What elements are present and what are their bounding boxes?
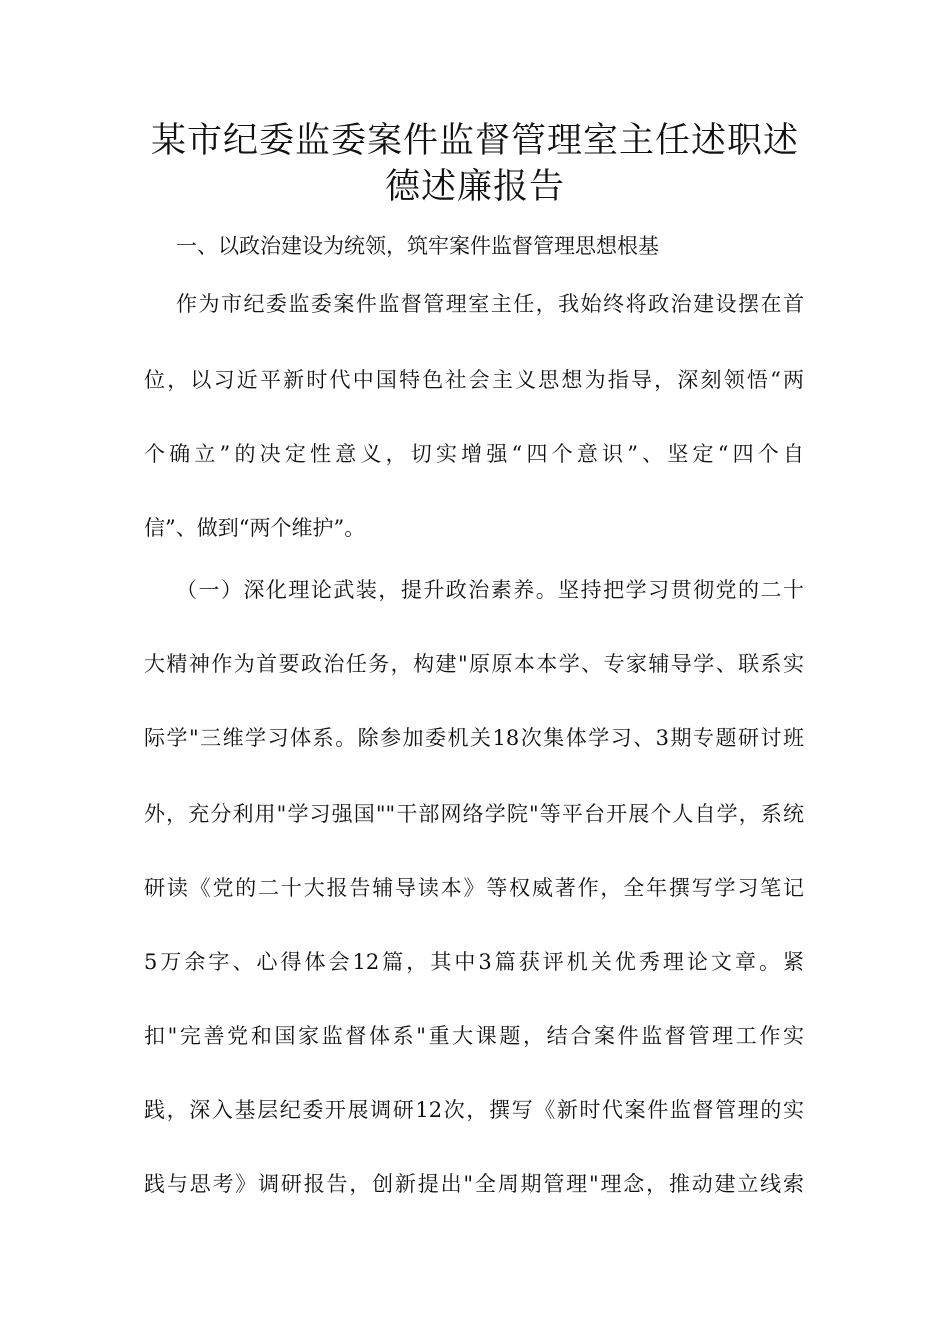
paragraph-2-line-6: 5万余字、心得体会12篇，其中3篇获评机关优秀理论文章。紧 <box>144 950 804 974</box>
paragraph-2-line-5: 研读《党的二十大报告辅导读本》等权威著作，全年撰写学习笔记 <box>144 876 804 900</box>
paragraph-2-line-7: 扣"完善党和国家监督体系"重大课题，结合案件监督管理工作实 <box>144 1024 804 1048</box>
document-title <box>150 118 800 210</box>
paragraph-2-line-8: 践，深入基层纪委开展调研12次，撰写《新时代案件监督管理的实 <box>144 1098 804 1122</box>
paragraph-2-line-2: 大精神作为首要政治任务，构建"原原本本学、专家辅导学、联系实 <box>144 652 804 676</box>
title-line-2: 德述廉报告 <box>384 167 565 207</box>
paragraph-2-line-1: （一）深化理论武装，提升政治素养。坚持把学习贯彻党的二十 <box>176 578 804 602</box>
title-line-1: 某市纪委监委案件监督管理室主任述职述 <box>150 121 799 161</box>
paragraph-2-line-4: 外，充分利用"学习强国""干部网络学院"等平台开展个人自学，系统 <box>144 802 804 826</box>
paragraph-2-line-3: 际学"三维学习体系。除参加委机关18次集体学习、3期专题研讨班 <box>144 726 804 750</box>
paragraph-1-line-4: 信”、做到“两个维护”。 <box>144 516 366 540</box>
paragraph-1-line-3: 个确立”的决定性意义，切实增强“四个意识”、坚定“四个自 <box>144 442 804 466</box>
paragraph-1-line-2: 位，以习近平新时代中国特色社会主义思想为指导，深刻领悟“两 <box>144 368 804 392</box>
paragraph-1-line-1: 作为市纪委监委案件监督管理室主任，我始终将政治建设摆在首 <box>176 292 804 316</box>
paragraph-2-line-9: 践与思考》调研报告，创新提出"全周期管理"理念，推动建立线索 <box>144 1172 804 1196</box>
section-heading: 一、以政治建设为统领，筑牢案件监督管理思想根基 <box>176 234 659 258</box>
